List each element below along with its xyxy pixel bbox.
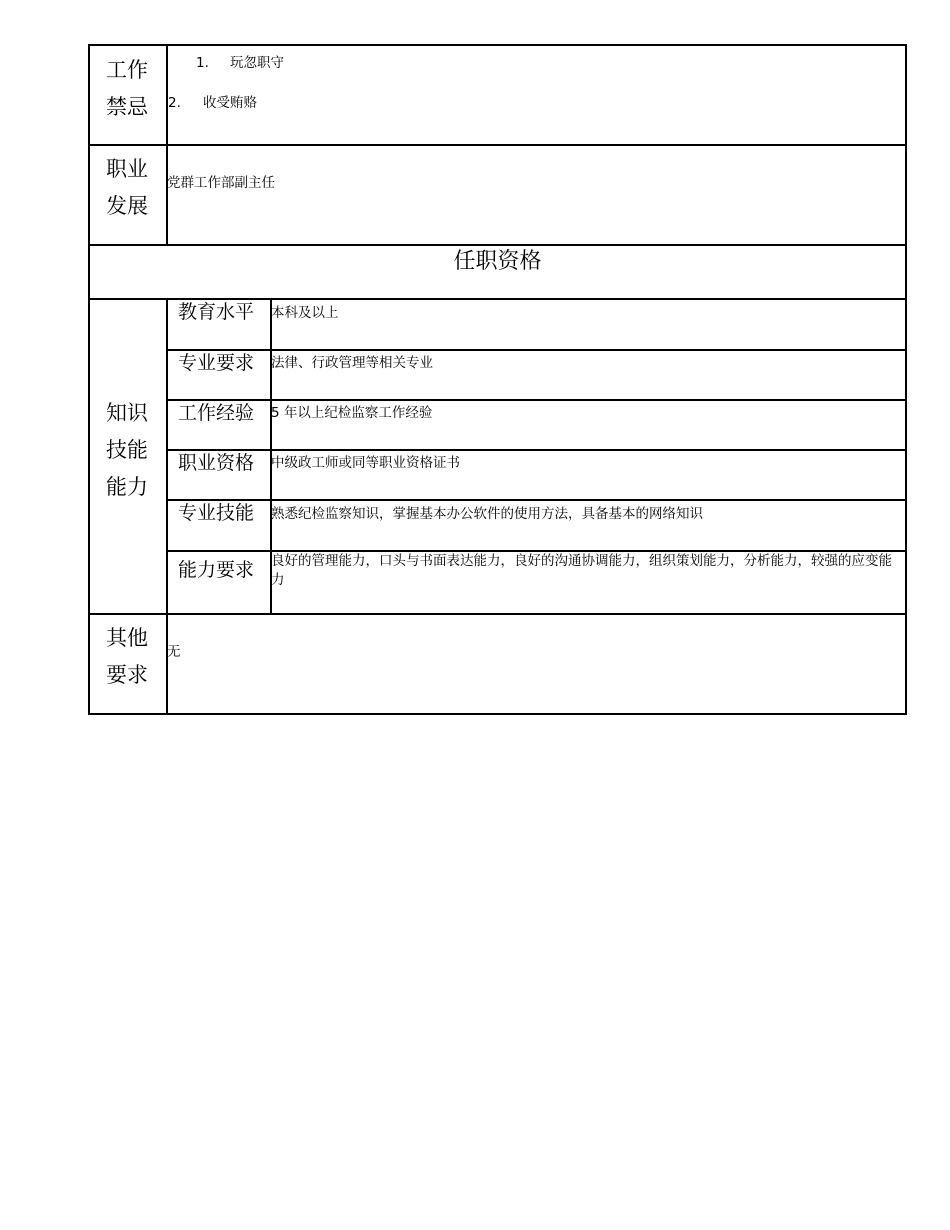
table-border-top	[88, 44, 907, 46]
job-requirements-table	[88, 44, 907, 715]
prohibition-item-2-number: 2.	[168, 95, 181, 111]
career-label: 职业发展	[106, 157, 148, 218]
skills-label: 专业技能	[178, 502, 255, 524]
row-divider	[88, 244, 907, 246]
subrow-divider	[166, 399, 907, 401]
other-value: 无	[167, 644, 181, 660]
knowledge-label: 知识技能能力	[106, 401, 148, 499]
prohibition-item-1-number: 1.	[196, 55, 209, 71]
prohibition-item-1-text: 玩忽职守	[230, 55, 284, 71]
other-label: 其他要求	[106, 626, 148, 687]
education-label: 教育水平	[178, 301, 255, 323]
subrow-divider	[166, 449, 907, 451]
experience-label: 工作经验	[178, 402, 255, 424]
prohibitions-label: 工作禁忌	[106, 58, 148, 119]
ability-label: 能力要求	[178, 559, 255, 581]
experience-value: 5 年以上纪检监察工作经验	[271, 405, 433, 421]
prohibition-item-2-text: 收受贿赂	[203, 95, 257, 111]
subrow-divider	[166, 499, 907, 501]
row-divider	[88, 613, 907, 615]
skills-value: 熟悉纪检监察知识，掌握基本办公软件的使用方法，具备基本的网络知识	[271, 506, 703, 522]
table-border-right	[905, 44, 907, 715]
certification-value: 中级政工师或同等职业资格证书	[271, 455, 460, 471]
major-label: 专业要求	[178, 352, 255, 374]
label-column-divider	[166, 44, 168, 246]
row-divider	[88, 298, 907, 300]
table-border-left	[88, 44, 90, 715]
qualifications-title: 任职资格	[453, 249, 542, 274]
major-value: 法律、行政管理等相关专业	[271, 355, 433, 371]
certification-label: 职业资格	[178, 452, 255, 474]
row-divider	[88, 144, 907, 146]
education-value: 本科及以上	[271, 305, 339, 321]
ability-value: 良好的管理能力，口头与书面表达能力，良好的沟通协调能力，组织策划能力，分析能力，较强的应变能力	[271, 553, 892, 588]
career-value: 党群工作部副主任	[167, 175, 275, 191]
subrow-divider	[166, 349, 907, 351]
table-border-bottom	[88, 713, 907, 715]
